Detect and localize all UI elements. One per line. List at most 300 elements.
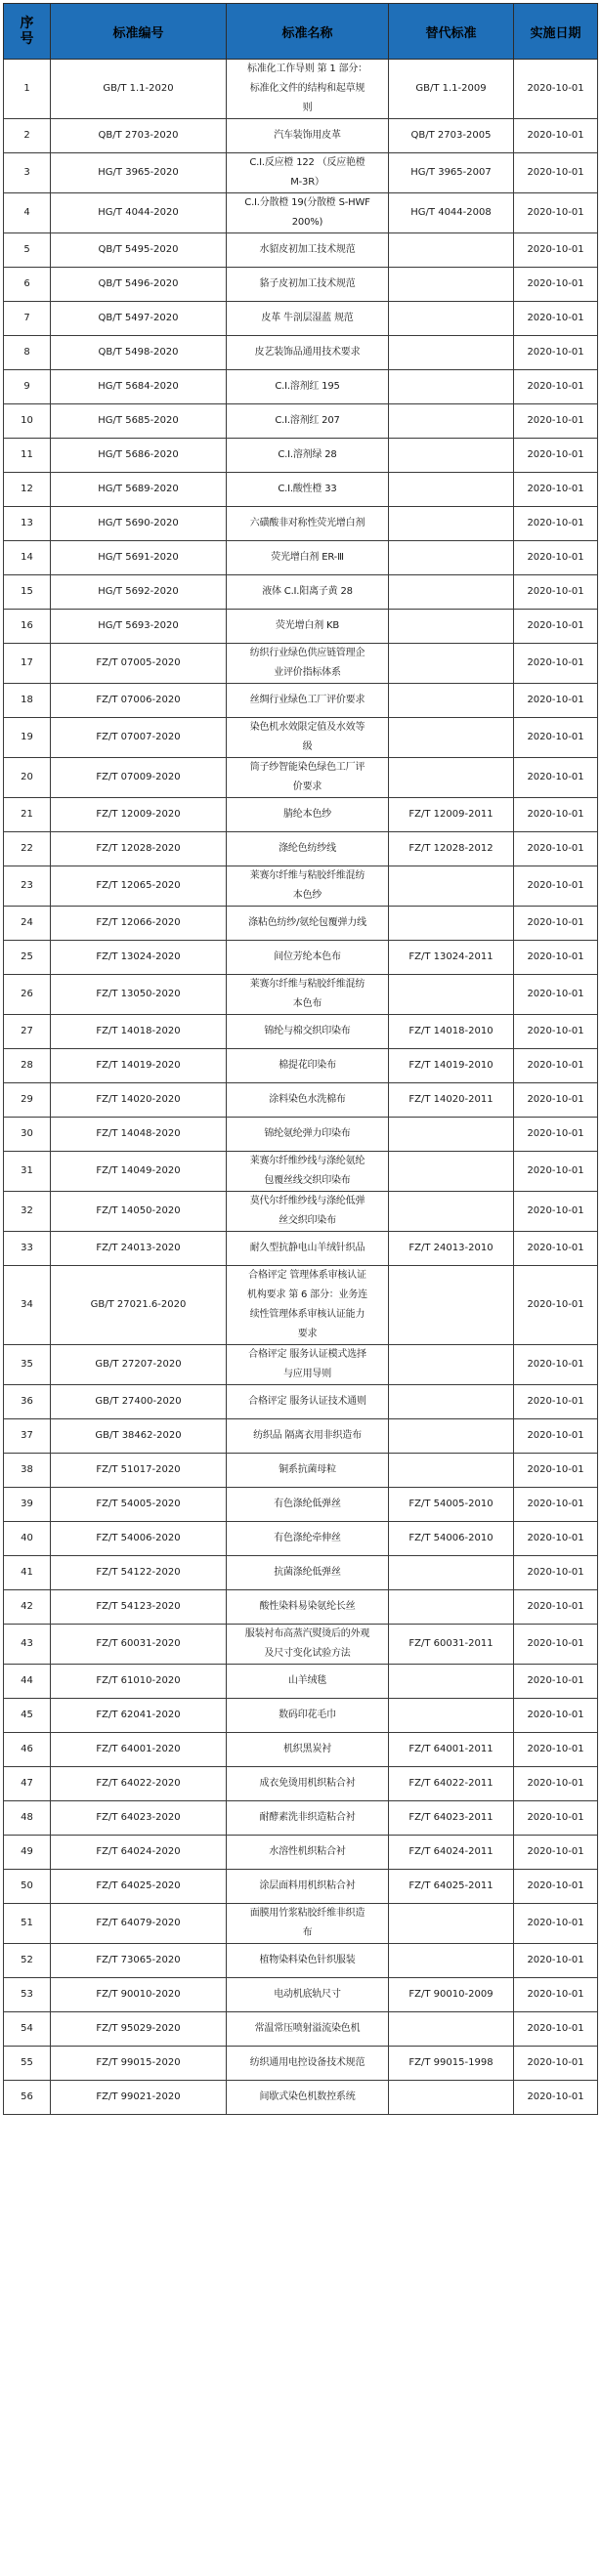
cell-date: 2020-10-01	[514, 1665, 598, 1699]
cell-date: 2020-10-01	[514, 1978, 598, 2012]
table-row	[4, 541, 598, 575]
cell-date: 2020-10-01	[514, 832, 598, 866]
cell-name	[227, 1904, 389, 1944]
name-line: 机构要求 第 6 部分：业务连	[247, 1289, 367, 1300]
cell-name	[227, 473, 389, 507]
cell-code: HG/T 5693-2020	[51, 610, 227, 644]
cell-code: FZ/T 99021-2020	[51, 2081, 227, 2115]
cell-replaced	[389, 1904, 514, 1944]
cell-date: 2020-10-01	[514, 473, 598, 507]
cell-name	[227, 1836, 389, 1870]
table-row	[4, 193, 598, 233]
cell-name	[227, 1665, 389, 1699]
table-row	[4, 1556, 598, 1590]
name-line: 机织黑炭衬	[283, 1744, 331, 1754]
cell-date: 2020-10-01	[514, 153, 598, 193]
cell-replaced: FZ/T 24013-2010	[389, 1232, 514, 1266]
name-line: C.I.酸性橙 33	[278, 484, 337, 494]
cell-code: FZ/T 14018-2020	[51, 1015, 227, 1049]
name-line: 标准化文件的结构和起草规	[249, 83, 365, 94]
table-row	[4, 575, 598, 610]
cell-date: 2020-10-01	[514, 302, 598, 336]
cell-code: FZ/T 73065-2020	[51, 1944, 227, 1978]
table-row	[4, 907, 598, 941]
header-name: 标准名称	[227, 4, 389, 60]
cell-name	[227, 1556, 389, 1590]
cell-code: HG/T 5691-2020	[51, 541, 227, 575]
cell-seq: 37	[4, 1419, 51, 1454]
cell-code: QB/T 2703-2020	[51, 119, 227, 153]
cell-date: 2020-10-01	[514, 1266, 598, 1345]
cell-date: 2020-10-01	[514, 1522, 598, 1556]
cell-code: FZ/T 14050-2020	[51, 1192, 227, 1232]
cell-seq: 23	[4, 866, 51, 907]
cell-seq: 55	[4, 2047, 51, 2081]
cell-code: FZ/T 12065-2020	[51, 866, 227, 907]
cell-seq: 26	[4, 975, 51, 1015]
cell-replaced	[389, 575, 514, 610]
cell-seq: 38	[4, 1454, 51, 1488]
cell-code: FZ/T 07009-2020	[51, 758, 227, 798]
cell-date: 2020-10-01	[514, 975, 598, 1015]
cell-name	[227, 1488, 389, 1522]
cell-seq: 53	[4, 1978, 51, 2012]
cell-date: 2020-10-01	[514, 1590, 598, 1625]
cell-date: 2020-10-01	[514, 684, 598, 718]
name-line: 莱赛尔纤维与粘胶纤维混纺	[249, 870, 365, 881]
cell-date: 2020-10-01	[514, 2081, 598, 2115]
name-line: 有色涤纶低弹丝	[274, 1499, 341, 1509]
cell-seq: 52	[4, 1944, 51, 1978]
cell-code: HG/T 5689-2020	[51, 473, 227, 507]
cell-date: 2020-10-01	[514, 1944, 598, 1978]
cell-replaced	[389, 1345, 514, 1385]
name-line: M-3R）	[290, 177, 324, 188]
cell-name	[227, 2012, 389, 2047]
cell-date: 2020-10-01	[514, 610, 598, 644]
name-line: 耐酵素洗非织造粘合衬	[259, 1812, 356, 1823]
cell-code: FZ/T 64079-2020	[51, 1904, 227, 1944]
cell-replaced: HG/T 3965-2007	[389, 153, 514, 193]
table-row	[4, 866, 598, 907]
cell-replaced	[389, 507, 514, 541]
table-row	[4, 1522, 598, 1556]
cell-replaced	[389, 1556, 514, 1590]
cell-replaced: FZ/T 14019-2010	[389, 1049, 514, 1083]
cell-date: 2020-10-01	[514, 1699, 598, 1733]
cell-seq: 13	[4, 507, 51, 541]
name-line: 染色机水效限定值及水效等	[249, 722, 365, 733]
name-line: 腈纶本色纱	[283, 809, 331, 820]
cell-seq: 6	[4, 268, 51, 302]
cell-date: 2020-10-01	[514, 1904, 598, 1944]
cell-replaced	[389, 975, 514, 1015]
cell-replaced	[389, 473, 514, 507]
cell-replaced: FZ/T 64022-2011	[389, 1767, 514, 1801]
cell-code: FZ/T 60031-2020	[51, 1625, 227, 1665]
table-row	[4, 1385, 598, 1419]
name-line: 合格评定 服务认证技术通则	[248, 1396, 366, 1407]
header-seq-line-1: 序	[20, 16, 34, 31]
cell-name	[227, 404, 389, 439]
cell-replaced	[389, 1665, 514, 1699]
name-line: 要求	[297, 1329, 318, 1339]
cell-name	[227, 1870, 389, 1904]
cell-seq: 50	[4, 1870, 51, 1904]
table-row	[4, 798, 598, 832]
cell-date: 2020-10-01	[514, 193, 598, 233]
cell-seq: 35	[4, 1345, 51, 1385]
cell-seq: 54	[4, 2012, 51, 2047]
cell-code: HG/T 3965-2020	[51, 153, 227, 193]
cell-replaced: FZ/T 14018-2010	[389, 1015, 514, 1049]
cell-code: FZ/T 14019-2020	[51, 1049, 227, 1083]
header-code: 标准编号	[51, 4, 227, 60]
cell-seq: 41	[4, 1556, 51, 1590]
cell-code: FZ/T 14049-2020	[51, 1152, 227, 1192]
cell-date: 2020-10-01	[514, 370, 598, 404]
cell-seq: 5	[4, 233, 51, 268]
table-row	[4, 2081, 598, 2115]
name-line: 荧光增白剂 KB	[276, 620, 339, 631]
name-line: 价要求	[292, 781, 322, 792]
standards-table	[3, 3, 598, 2115]
cell-code: HG/T 5686-2020	[51, 439, 227, 473]
cell-replaced: QB/T 2703-2005	[389, 119, 514, 153]
cell-seq: 39	[4, 1488, 51, 1522]
cell-name	[227, 798, 389, 832]
cell-code: FZ/T 51017-2020	[51, 1454, 227, 1488]
table-header	[4, 4, 598, 60]
cell-date: 2020-10-01	[514, 1767, 598, 1801]
cell-code: QB/T 5498-2020	[51, 336, 227, 370]
cell-code: HG/T 5684-2020	[51, 370, 227, 404]
cell-replaced	[389, 1385, 514, 1419]
cell-code: FZ/T 61010-2020	[51, 1665, 227, 1699]
cell-seq: 3	[4, 153, 51, 193]
name-line: 汽车装饰用皮革	[274, 130, 341, 141]
name-line: 标准化工作导则 第 1 部分：	[247, 63, 367, 74]
table-body	[4, 60, 598, 2115]
name-line: 涂层面料用机织粘合衬	[259, 1880, 356, 1891]
cell-code: HG/T 5692-2020	[51, 575, 227, 610]
cell-date: 2020-10-01	[514, 1083, 598, 1118]
table-row	[4, 1836, 598, 1870]
name-line: 水貂皮初加工技术规范	[259, 244, 356, 255]
cell-replaced: FZ/T 64025-2011	[389, 1870, 514, 1904]
cell-replaced: FZ/T 99015-1998	[389, 2047, 514, 2081]
cell-date: 2020-10-01	[514, 233, 598, 268]
name-line: 电动机底轨尺寸	[274, 1989, 341, 2000]
name-line: 耐久型抗静电山羊绒针织品	[249, 1243, 365, 1253]
cell-name	[227, 1699, 389, 1733]
name-line: 丝绸行业绿色工厂评价要求	[249, 695, 365, 705]
cell-code: FZ/T 12066-2020	[51, 907, 227, 941]
cell-seq: 15	[4, 575, 51, 610]
cell-date: 2020-10-01	[514, 1488, 598, 1522]
cell-date: 2020-10-01	[514, 644, 598, 684]
cell-seq: 24	[4, 907, 51, 941]
cell-code: FZ/T 64001-2020	[51, 1733, 227, 1767]
cell-date: 2020-10-01	[514, 1015, 598, 1049]
cell-replaced	[389, 1454, 514, 1488]
cell-replaced	[389, 302, 514, 336]
cell-replaced: FZ/T 54006-2010	[389, 1522, 514, 1556]
name-line: 级	[302, 741, 313, 752]
table-row	[4, 684, 598, 718]
table-row	[4, 1488, 598, 1522]
cell-replaced	[389, 404, 514, 439]
cell-date: 2020-10-01	[514, 1870, 598, 1904]
cell-seq: 45	[4, 1699, 51, 1733]
cell-seq: 40	[4, 1522, 51, 1556]
name-line: 涤纶色纺纱线	[279, 843, 336, 854]
name-line: 莱赛尔纤维纱线与涤纶氨纶	[249, 1156, 365, 1166]
cell-name	[227, 1454, 389, 1488]
cell-replaced	[389, 718, 514, 758]
cell-replaced	[389, 439, 514, 473]
cell-replaced: FZ/T 64023-2011	[389, 1801, 514, 1836]
cell-seq: 16	[4, 610, 51, 644]
name-line: 200%)	[291, 217, 323, 228]
cell-date: 2020-10-01	[514, 1118, 598, 1152]
name-line: 皮革 牛剖层湿蓝 规范	[261, 313, 354, 323]
cell-date: 2020-10-01	[514, 907, 598, 941]
cell-replaced: FZ/T 60031-2011	[389, 1625, 514, 1665]
cell-date: 2020-10-01	[514, 575, 598, 610]
table-row	[4, 1345, 598, 1385]
cell-name	[227, 644, 389, 684]
cell-date: 2020-10-01	[514, 1385, 598, 1419]
table-row	[4, 610, 598, 644]
table-row	[4, 1266, 598, 1345]
table-row	[4, 2012, 598, 2047]
cell-name	[227, 119, 389, 153]
cell-name	[227, 1266, 389, 1345]
table-row	[4, 644, 598, 684]
cell-name	[227, 1625, 389, 1665]
name-line: 皮艺装饰品通用技术要求	[254, 347, 361, 358]
cell-date: 2020-10-01	[514, 60, 598, 119]
cell-code: FZ/T 64024-2020	[51, 1836, 227, 1870]
cell-name	[227, 1419, 389, 1454]
name-line: 纺织通用电控设备技术规范	[249, 2057, 365, 2068]
name-line: 布	[302, 1927, 313, 1938]
cell-code: FZ/T 12009-2020	[51, 798, 227, 832]
name-line: 合格评定 服务认证模式选择	[248, 1349, 366, 1360]
cell-code: FZ/T 64022-2020	[51, 1767, 227, 1801]
name-line: 液体 C.I.阳离子黄 28	[262, 586, 353, 597]
name-line: 铜系抗菌母粒	[279, 1464, 336, 1475]
cell-seq: 33	[4, 1232, 51, 1266]
cell-name	[227, 975, 389, 1015]
cell-seq: 4	[4, 193, 51, 233]
cell-name	[227, 268, 389, 302]
cell-code: FZ/T 14048-2020	[51, 1118, 227, 1152]
name-line: 常温常压喷射溢流染色机	[254, 2023, 361, 2034]
name-line: 貉子皮初加工技术规范	[259, 278, 356, 289]
cell-code: FZ/T 95029-2020	[51, 2012, 227, 2047]
table-row	[4, 1454, 598, 1488]
cell-seq: 27	[4, 1015, 51, 1049]
cell-replaced	[389, 1152, 514, 1192]
table-row	[4, 758, 598, 798]
cell-date: 2020-10-01	[514, 1345, 598, 1385]
cell-code: FZ/T 07007-2020	[51, 718, 227, 758]
name-line: 涂料染色水洗棉布	[269, 1094, 346, 1105]
cell-name	[227, 1152, 389, 1192]
cell-seq: 28	[4, 1049, 51, 1083]
table-row	[4, 153, 598, 193]
table-row	[4, 268, 598, 302]
cell-seq: 29	[4, 1083, 51, 1118]
cell-seq: 2	[4, 119, 51, 153]
name-line: 服装衬布高蒸汽熨烫后的外观	[244, 1628, 370, 1639]
cell-date: 2020-10-01	[514, 1152, 598, 1192]
cell-name	[227, 610, 389, 644]
cell-name	[227, 1522, 389, 1556]
name-line: 业评价指标体系	[274, 667, 341, 678]
name-line: 与应用导则	[283, 1369, 331, 1379]
header-seq	[4, 4, 51, 60]
cell-name	[227, 1192, 389, 1232]
cell-replaced: FZ/T 90010-2009	[389, 1978, 514, 2012]
cell-code: QB/T 5497-2020	[51, 302, 227, 336]
name-line: C.I.溶剂绿 28	[278, 449, 337, 460]
cell-name	[227, 941, 389, 975]
cell-name	[227, 718, 389, 758]
cell-date: 2020-10-01	[514, 1556, 598, 1590]
name-line: 抗菌涤纶低弹丝	[274, 1567, 341, 1578]
cell-seq: 48	[4, 1801, 51, 1836]
cell-date: 2020-10-01	[514, 1419, 598, 1454]
cell-replaced	[389, 1590, 514, 1625]
cell-replaced: FZ/T 64001-2011	[389, 1733, 514, 1767]
name-line: 筒子纱智能染色绿色工厂评	[249, 762, 365, 773]
cell-name	[227, 302, 389, 336]
cell-name	[227, 60, 389, 119]
table-row	[4, 302, 598, 336]
name-line: 酸性染料易染氨纶长丝	[259, 1601, 356, 1612]
cell-code: FZ/T 54006-2020	[51, 1522, 227, 1556]
cell-name	[227, 832, 389, 866]
table-row	[4, 1049, 598, 1083]
table-row	[4, 119, 598, 153]
table-row	[4, 1015, 598, 1049]
header-seq-line-2: 号	[20, 31, 34, 47]
cell-seq: 42	[4, 1590, 51, 1625]
cell-replaced: FZ/T 12009-2011	[389, 798, 514, 832]
cell-date: 2020-10-01	[514, 1454, 598, 1488]
cell-code: HG/T 5685-2020	[51, 404, 227, 439]
cell-seq: 18	[4, 684, 51, 718]
header-replaced: 替代标准	[389, 4, 514, 60]
cell-name	[227, 1944, 389, 1978]
header-date: 实施日期	[514, 4, 598, 60]
cell-name	[227, 2081, 389, 2115]
cell-code: HG/T 4044-2020	[51, 193, 227, 233]
cell-seq: 10	[4, 404, 51, 439]
name-line: 间歇式染色机数控系统	[259, 2091, 356, 2102]
cell-replaced	[389, 1944, 514, 1978]
cell-name	[227, 1385, 389, 1419]
cell-seq: 34	[4, 1266, 51, 1345]
table-row	[4, 439, 598, 473]
cell-date: 2020-10-01	[514, 1192, 598, 1232]
cell-name	[227, 153, 389, 193]
cell-replaced: FZ/T 12028-2012	[389, 832, 514, 866]
cell-date: 2020-10-01	[514, 1049, 598, 1083]
cell-code: FZ/T 54005-2020	[51, 1488, 227, 1522]
cell-code: FZ/T 13050-2020	[51, 975, 227, 1015]
name-line: 本色布	[292, 998, 322, 1009]
table-row	[4, 473, 598, 507]
cell-date: 2020-10-01	[514, 404, 598, 439]
table-row	[4, 1118, 598, 1152]
cell-name	[227, 541, 389, 575]
cell-replaced	[389, 1266, 514, 1345]
table-row	[4, 1904, 598, 1944]
cell-code: QB/T 5495-2020	[51, 233, 227, 268]
cell-seq: 51	[4, 1904, 51, 1944]
cell-date: 2020-10-01	[514, 541, 598, 575]
cell-name	[227, 193, 389, 233]
table-row	[4, 718, 598, 758]
table-row	[4, 1152, 598, 1192]
cell-seq: 14	[4, 541, 51, 575]
name-line: 本色纱	[292, 890, 322, 901]
cell-name	[227, 575, 389, 610]
name-line: 棉提花印染布	[279, 1060, 336, 1071]
cell-name	[227, 1049, 389, 1083]
cell-replaced: FZ/T 14020-2011	[389, 1083, 514, 1118]
cell-replaced	[389, 1118, 514, 1152]
cell-date: 2020-10-01	[514, 1836, 598, 1870]
cell-replaced	[389, 2081, 514, 2115]
cell-code: FZ/T 64023-2020	[51, 1801, 227, 1836]
cell-name	[227, 370, 389, 404]
cell-name	[227, 1801, 389, 1836]
cell-name	[227, 866, 389, 907]
cell-name	[227, 684, 389, 718]
cell-replaced	[389, 268, 514, 302]
cell-code: GB/T 38462-2020	[51, 1419, 227, 1454]
name-line: 合格评定 管理体系审核认证	[248, 1270, 366, 1281]
table-row	[4, 1978, 598, 2012]
cell-date: 2020-10-01	[514, 798, 598, 832]
name-line: 续性管理体系审核认证能力	[249, 1309, 365, 1320]
table-row	[4, 1590, 598, 1625]
cell-code: GB/T 27021.6-2020	[51, 1266, 227, 1345]
name-line: 莱赛尔纤维与粘胶纤维混纺	[249, 979, 365, 990]
cell-date: 2020-10-01	[514, 2012, 598, 2047]
cell-replaced: GB/T 1.1-2009	[389, 60, 514, 119]
cell-replaced	[389, 866, 514, 907]
name-line: 丝交织印染布	[279, 1215, 336, 1226]
cell-name	[227, 507, 389, 541]
cell-date: 2020-10-01	[514, 1801, 598, 1836]
name-line: 包覆丝线交织印染布	[264, 1175, 351, 1186]
cell-code: QB/T 5496-2020	[51, 268, 227, 302]
cell-name	[227, 1767, 389, 1801]
cell-code: FZ/T 12028-2020	[51, 832, 227, 866]
name-line: 有色涤纶牵伸丝	[274, 1533, 341, 1543]
table-row	[4, 1870, 598, 1904]
cell-date: 2020-10-01	[514, 2047, 598, 2081]
table-row	[4, 370, 598, 404]
cell-name	[227, 2047, 389, 2081]
cell-date: 2020-10-01	[514, 1733, 598, 1767]
